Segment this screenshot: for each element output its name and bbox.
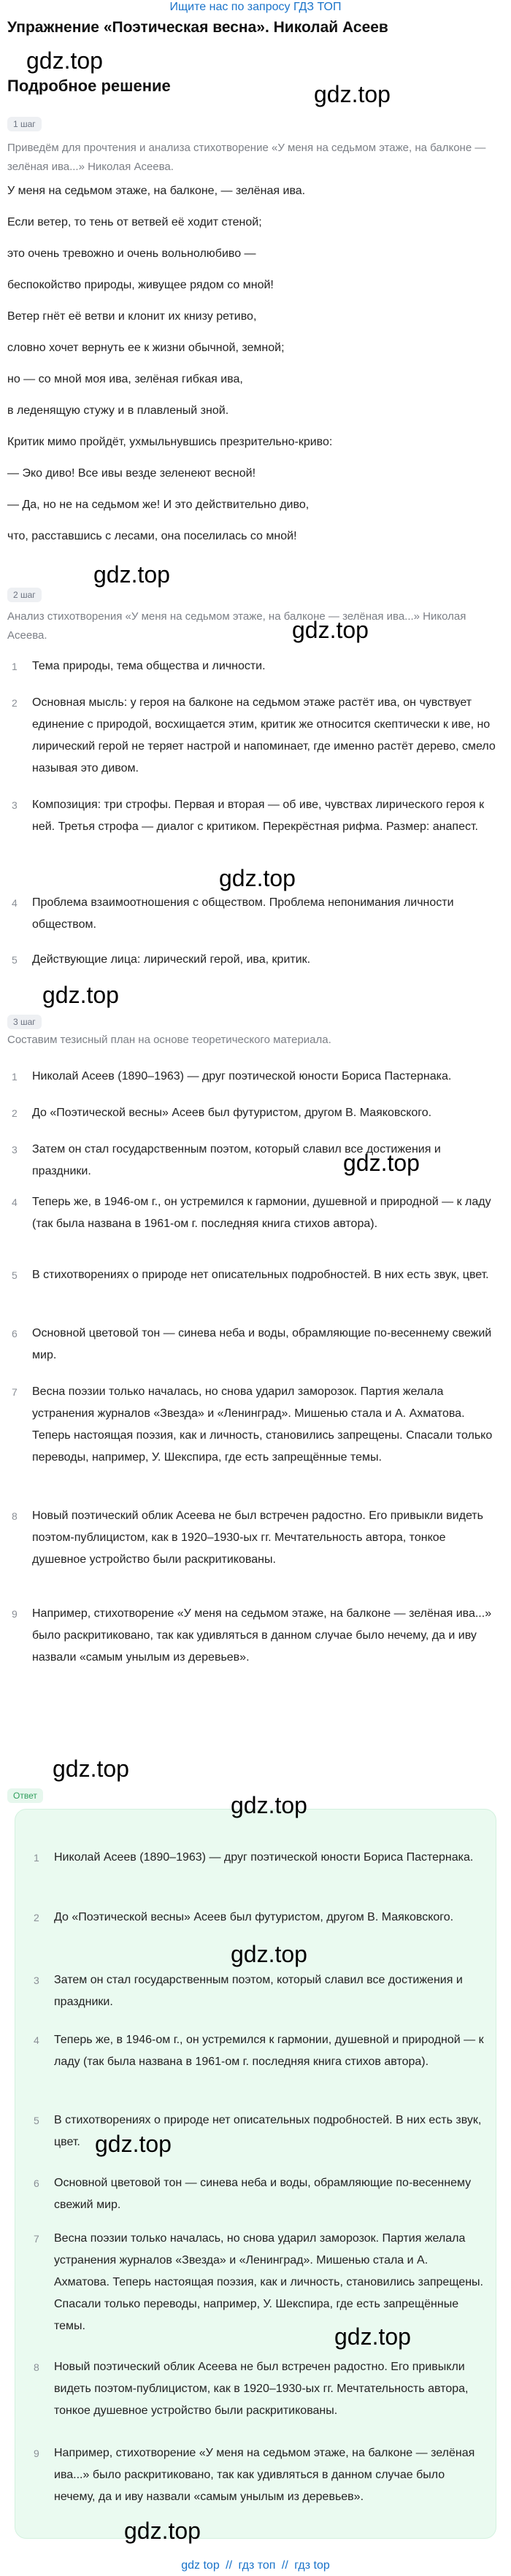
watermark: gdz.top xyxy=(231,1792,307,1818)
answer-item-text: Новый поэтический облик Асеева не был встречен радостно. Его привыкли видеть поэтом-публицистом, как в 1920–1930-ых гг. Мечтательность автора, тонкое душевное устройство были раскритикованы. xyxy=(54,2361,469,2417)
list-item xyxy=(7,794,501,838)
answer-item xyxy=(29,2172,485,2216)
list-number: 2 xyxy=(12,697,18,709)
answer-item xyxy=(29,1907,485,1929)
poem-line: но — со мной моя ива, зелёная гибкая ива, xyxy=(7,373,243,385)
poem-line: — Да, но не на седьмом же! И это действительно диво, xyxy=(7,499,310,511)
footer-link[interactable]: gdz top xyxy=(181,2559,220,2572)
step-badge: 3 шаг xyxy=(7,1015,42,1029)
list-number: 1 xyxy=(34,1852,39,1864)
footer-separator: // xyxy=(226,2559,233,2572)
watermark: gdz.top xyxy=(292,617,369,643)
watermark: gdz.top xyxy=(231,1941,307,1967)
list-item xyxy=(7,655,501,677)
list-number: 3 xyxy=(34,1975,39,1986)
list-item xyxy=(7,1323,501,1366)
answer-item-text: До «Поэтической весны» Асеев был футуристом, другом В. Маяковского. xyxy=(54,1911,454,1923)
answer-item xyxy=(29,2356,485,2422)
poem-line: словно хочет вернуть ее к жизни обычной, земной; xyxy=(7,342,285,354)
list-item-text: Весна поэзии только началась, но снова ударил заморозок. Партия желала устранения журналов «Звезда» и «Ленинград». Мишенью стала и А. Ахматова. Теперь настоящая поэзия, как и личность, становились запрещены. Спасали только переводы, например, У. Шекспира, где есть запрещённые темы. xyxy=(32,1385,493,1464)
watermark: gdz.top xyxy=(53,1756,129,1782)
list-item xyxy=(7,949,501,971)
list-number: 3 xyxy=(12,799,18,811)
footer-links xyxy=(0,2558,511,2574)
poem-line: У меня на седьмом этаже, на балконе, — зелёная ива. xyxy=(7,185,306,197)
list-item-text: До «Поэтической весны» Асеев был футуристом, другом В. Маяковского. xyxy=(32,1107,432,1119)
footer-link[interactable]: гдз top xyxy=(294,2559,330,2572)
footer-separator: // xyxy=(281,2559,288,2572)
list-item-text: Николай Асеев (1890–1963) — друг поэтической юности Бориса Пастернака. xyxy=(32,1070,452,1083)
answer-item xyxy=(29,1969,485,2013)
footer-link[interactable]: гдз топ xyxy=(238,2559,276,2572)
list-item-text: Тема природы, тема общества и личности. xyxy=(32,660,266,672)
watermark: gdz.top xyxy=(95,2131,172,2157)
list-number: 9 xyxy=(12,1608,18,1620)
answer-badge: Ответ xyxy=(7,1788,43,1803)
answer-item-text: Николай Асеев (1890–1963) — друг поэтической юности Бориса Пастернака. xyxy=(54,1851,474,1864)
list-item-text: Композиция: три строфы. Первая и вторая — об иве, чувствах лирического героя к ней. Третья строфа — диалог с критиком. Перекрёстная рифма. Размер: анапест. xyxy=(32,799,485,833)
list-number: 2 xyxy=(12,1107,18,1119)
list-number: 9 xyxy=(34,2448,39,2459)
step-intro: Анализ стихотворения «У меня на седьмом этаже, на балконе — зелёная ива...» Николая Асеева. xyxy=(7,610,466,642)
watermark: gdz.top xyxy=(42,982,119,1008)
step-badge: 2 шаг xyxy=(7,588,42,602)
list-item xyxy=(7,1381,501,1469)
list-item-text: Теперь же, в 1946-ом г., он устремился к гармонии, душевной и природной — к ладу (так была названа в 1961-ом г. последняя книга стихов автора). xyxy=(32,1196,491,1230)
answer-item-text: Затем он стал государственным поэтом, который славил все достижения и праздники. xyxy=(54,1974,463,2008)
list-item-text: Новый поэтический облик Асеева не был встречен радостно. Его привыкли видеть поэтом-публицистом, как в 1920–1930-ых гг. Мечтательность автора, тонкое душевное устройство были раскритикованы. xyxy=(32,1510,483,1566)
answer-item xyxy=(29,2029,485,2073)
list-number: 4 xyxy=(12,1196,18,1208)
list-item xyxy=(7,1603,501,1669)
step-intro: Приведём для прочтения и анализа стихотворение «У меня на седьмом этаже, на балконе — зелёная ива...» Николая Асеева. xyxy=(7,142,486,173)
list-number: 1 xyxy=(12,1071,18,1083)
list-item xyxy=(7,1066,501,1088)
list-number: 4 xyxy=(34,2034,39,2046)
watermark: gdz.top xyxy=(26,47,103,74)
list-item-text: В стихотворениях о природе нет описательных подробностей. В них есть звук, цвет. xyxy=(32,1269,489,1281)
list-item xyxy=(7,1264,501,1286)
step-intro: Составим тезисный план на основе теоретического материала. xyxy=(7,1034,331,1046)
answer-item-text: Весна поэзии только началась, но снова ударил заморозок. Партия желала устранения журналов «Звезда» и «Ленинград». Мишенью стала и А. Ахматова. Теперь настоящая поэзия, как и личность, становились запрещены. Спасали только переводы, например, У. Шекспира, где есть запрещённые темы. xyxy=(54,2232,483,2332)
list-item-text: Основная мысль: у героя на балконе на седьмом этаже растёт ива, он чувствует единение с природой, восхищается этим, критик же относится скептически к иве, но лирический герой не теряет настрой и напоминает, где именно растёт дерево, смело называя это дивом. xyxy=(32,696,496,774)
watermark: gdz.top xyxy=(314,81,391,107)
answer-item xyxy=(29,2442,485,2508)
list-number: 3 xyxy=(12,1144,18,1156)
poem-line: — Эко диво! Все ивы везде зеленеют весной! xyxy=(7,467,256,480)
list-number: 5 xyxy=(12,1269,18,1281)
list-item xyxy=(7,1102,501,1124)
watermark: gdz.top xyxy=(219,865,296,891)
list-item xyxy=(7,1191,501,1235)
answer-item-text: Основной цветовой тон — синева неба и воды, обрамляющие по-весеннему свежий мир. xyxy=(54,2177,472,2211)
list-number: 5 xyxy=(34,2115,39,2126)
list-number: 6 xyxy=(12,1328,18,1339)
watermark: gdz.top xyxy=(334,2323,411,2350)
watermark: gdz.top xyxy=(93,561,170,588)
list-number: 7 xyxy=(34,2233,39,2245)
step-badge: 1 шаг xyxy=(7,117,42,131)
list-item xyxy=(7,692,501,780)
list-number: 8 xyxy=(34,2361,39,2373)
list-number: 2 xyxy=(34,1912,39,1923)
watermark: gdz.top xyxy=(124,2518,201,2544)
poem-line: Критик мимо пройдёт, ухмыльнувшись презрительно-криво: xyxy=(7,436,333,448)
watermark: gdz.top xyxy=(343,1150,420,1176)
page-title: Упражнение «Поэтическая весна». Николай Асеев xyxy=(7,19,388,36)
answer-item xyxy=(29,2228,485,2337)
list-item-text: Проблема взаимоотношения с обществом. Проблема непонимания личности обществом. xyxy=(32,896,454,931)
list-item xyxy=(7,1139,501,1183)
answer-item-text: Теперь же, в 1946-ом г., он устремился к гармонии, душевной и природной — к ладу (так была названа в 1961-ом г. последняя книга стихов автора). xyxy=(54,2034,484,2068)
list-item-text: Действующие лица: лирический герой, ива, критик. xyxy=(32,953,311,966)
list-number: 5 xyxy=(12,954,18,966)
poem-line: в леденящую стужу и в плавленый зной. xyxy=(7,404,229,417)
list-number: 6 xyxy=(34,2177,39,2189)
poem-line: беспокойство природы, живущее рядом со мной! xyxy=(7,279,274,291)
poem-line: Ветер гнёт её ветви и клонит их книзу ретиво, xyxy=(7,310,257,323)
list-number: 4 xyxy=(12,897,18,909)
answer-item-text: Например, стихотворение «У меня на седьмом этаже, на балконе — зелёная ива...» было раскритиковано, так как удивляться в данном случае было нечему, да и иву назвали «самым унылым из деревьев». xyxy=(54,2447,475,2503)
answer-item xyxy=(29,1847,485,1869)
search-banner-link[interactable]: Ищите нас по запросу ГДЗ ТОП xyxy=(169,1,342,13)
list-item-text: Затем он стал государственным поэтом, который славил все достижения и праздники. xyxy=(32,1143,441,1177)
answer-item-text: В стихотворениях о природе нет описательных подробностей. В них есть звук, цвет. xyxy=(54,2114,482,2148)
list-item-text: Например, стихотворение «У меня на седьмом этаже, на балконе — зелёная ива...» было раскритиковано, так как удивляться в данном случае было нечему, да и иву назвали «самым унылым из деревьев». xyxy=(32,1607,492,1664)
list-number: 7 xyxy=(12,1386,18,1398)
poem-line: что, расставшись с лесами, она поселилась со мной! xyxy=(7,530,297,542)
section-title: Подробное решение xyxy=(7,77,171,95)
poem-line: это очень тревожно и очень вольнолюбиво — xyxy=(7,247,256,260)
list-item xyxy=(7,1505,501,1571)
list-item-text: Основной цветовой тон — синева неба и воды, обрамляющие по-весеннему свежий мир. xyxy=(32,1327,492,1361)
list-number: 8 xyxy=(12,1510,18,1522)
list-item xyxy=(7,892,501,936)
poem-line: Если ветер, то тень от ветвей её ходит стеной; xyxy=(7,216,262,228)
list-number: 1 xyxy=(12,661,18,672)
